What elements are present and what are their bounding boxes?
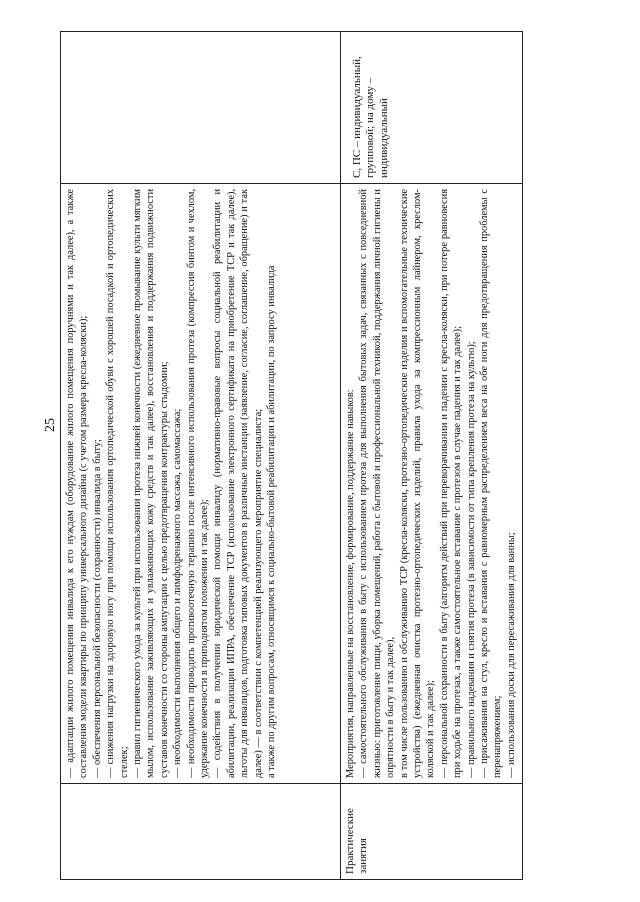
list-item: — присаживания на стул, кресло и вставания с равномерным распределением веса на обе ноги для предотвращения проблемы с перенапряжением; [479,189,504,778]
row-format: С, ПС – индивидуальный, групповой; на дому – индивидуальный [341,32,523,184]
list-item: — персональной сохранности в быту (алгоритм действий при переворачивании и падении с кресла-коляски, при потере равновесия при ходьбе на протезах, а также самостоятельное вставание с протезом в случае падения и так далее); [438,189,464,778]
list-item: — обеспечения персональной безопасности (сохранности) инвалида в быту; [91,439,103,778]
list-item: Мероприятия, направленные на восстановление, формирование, поддержание навыков: [345,389,356,778]
row-text [341,184,523,784]
list-item: в том числе пользованию и обслуживанию ТСР (кресла-коляски, протезно-ортопедические изделия и вспомогательные технические устройства) (ежедневная очистка протезно-ортопедических изделий, правила ухода за компрессионным лайнером, креслом-коляской и так далее); [398,189,437,778]
table-row [341,32,523,880]
table-row [61,32,341,880]
row-label: Практические занятия [341,784,523,880]
list-item: — использования доски для пересаживания для ванны; [505,532,517,778]
list-item: — необходимости выполнения общего и лимфодренажного массажа, самомассажа; [172,408,184,778]
rotated-page-content [60,32,522,880]
list-item: — самостоятельного обслуживания в быту с использованием протеза для выполнения бытовых задач, связанных с повседневной жизнью: приготовление пищи, уборка помещений, работа с бытовой и профессиональной техникой, поддержания личной гигиены и опрятности в быту и так далее), [358,189,397,778]
list-item: — содействия в получении юридической помощи инвалиду (нормативно-правовые вопросы социальной реабилитации и абилитации, реализации ИПРА, обеспечение ТСР (использование электронного сертификата на приобретение ТСР и так далее), льготы для инвалидов, подготовка типовых документов в различные инстанции (заявление, согласие, соглашение, обращение) и так далее) — в соответствии с компетенцией реализующего мероприятие специалиста; [212,189,264,778]
list-item: — необходимости проводить противоотечную терапию после интенсивного использования протеза (компрессия бинтом и чехлом, удержание конечности в приподнятом положении и так далее); [185,189,211,778]
page-number: 25 [43,418,58,432]
list-item: а также по другим вопросам, относящимся к социально-бытовой реабилитации и абилитации, по запросу инвалида [266,265,278,778]
list-item: — правильного надевания и снятия протеза (в зависимости от типа крепления протеза на культю); [465,341,477,778]
list-item: — правил гигиенического ухода за культей при использовании протеза нижней конечности (ежедневное промывание культи мягким мылом, использование заживляющих и увлажняющих кожу средств и так далее), восстановления и поддержания подвижности суставов конечности со стороны ампутации с целью предотвращения контрактуры стыдомии; [132,189,170,778]
row-format [61,32,341,184]
row-label [61,784,341,880]
row-text [61,184,341,784]
list-item: — снижения нагрузки на здоровую ногу при помощи использования ортопедической обуви с хорошей посадкой и ортопедических стелек; [105,189,130,778]
list-item: — адаптации жилого помещения инвалида к его нуждам (оборудование жилого помещения поручнями и так далее), а также составления модели квартиры по принципу универсального дизайна (с учетом размера кресла-коляски); [65,189,90,778]
content-table [60,31,523,880]
